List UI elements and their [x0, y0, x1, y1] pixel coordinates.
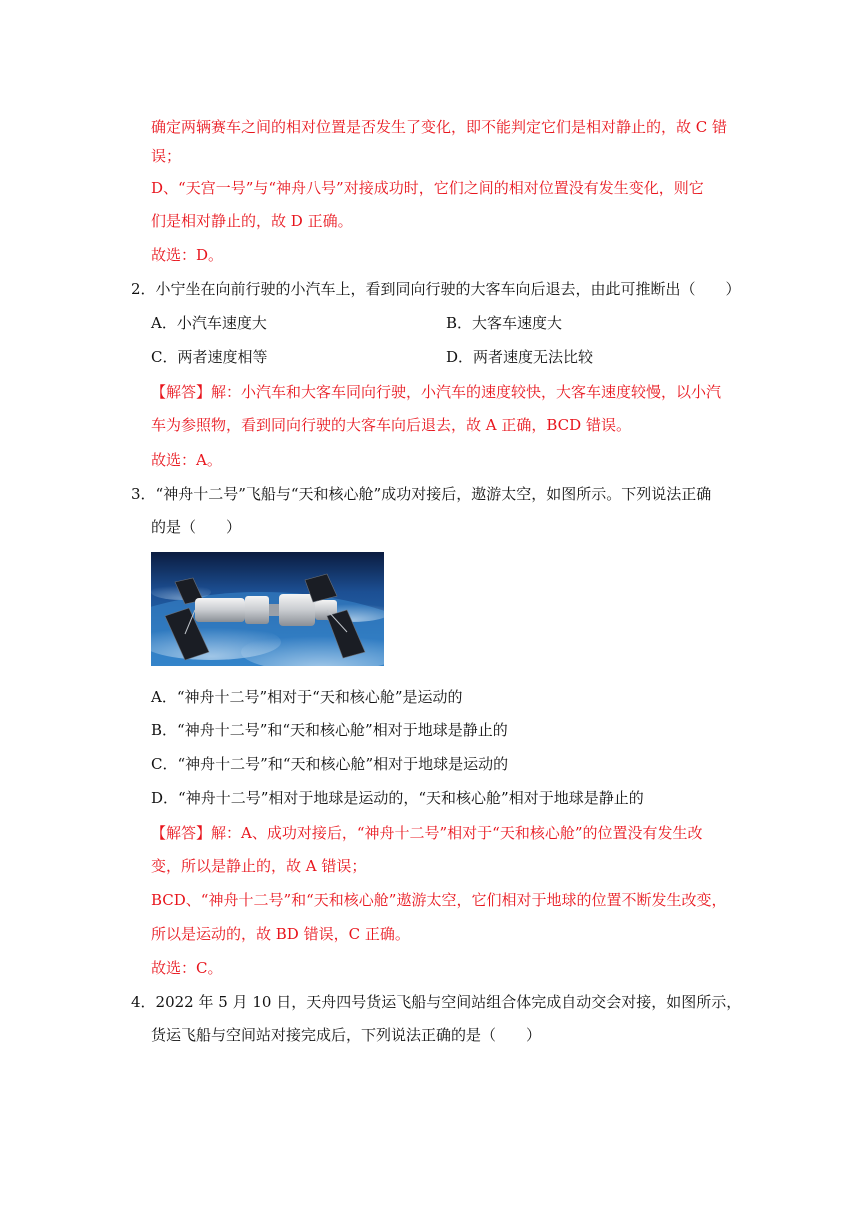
q4-stem-line-1: 4．2022 年 5 月 10 日，天舟四号货运飞船与空间站组合体完成自动交会对接，如图所示， [131, 993, 742, 1011]
q3-answer-line-3: BCD、“神舟十二号”和“天和核心舱”遨游太空，它们相对于地球的位置不断发生改变， [151, 891, 727, 909]
q2-stem: 2．小宁坐在向前行驶的小汽车上，看到同向行驶的大客车向后退去，由此可推断出（ ） [131, 280, 741, 298]
q3-answer-line-2: 变，所以是静止的，故 A 错误； [151, 857, 367, 875]
prev-answer-line-3: D、“天宫一号”与“神舟八号”对接成功时，它们之间的相对位置没有发生变化，则它 [151, 179, 704, 197]
q3-stem-line-1: 3．“神舟十二号”飞船与“天和核心舱”成功对接后，遨游太空，如图所示。下列说法正确 [131, 485, 712, 503]
q2-option-a: A．小汽车速度大 [151, 314, 267, 332]
q3-option-a: A．“神舟十二号”相对于“天和核心舱”是运动的 [151, 688, 463, 706]
q3-option-c: C．“神舟十二号”和“天和核心舱”相对于地球是运动的 [151, 755, 509, 773]
q2-option-d: D．两者速度无法比较 [446, 348, 594, 366]
q2-option-b: B．大客车速度大 [446, 314, 563, 332]
prev-answer-choice: 故选：D。 [151, 246, 224, 264]
q2-answer-line-2: 车为参照物，看到同向行驶的大客车向后退去，故 A 正确，BCD 错误。 [151, 416, 631, 434]
prev-answer-line-2: 误； [151, 147, 182, 165]
prev-answer-line-4: 们是相对静止的，故 D 正确。 [151, 212, 353, 230]
q2-choice: 故选：A。 [151, 451, 222, 469]
q2-answer-line-1: 【解答】解：小汽车和大客车同向行驶，小汽车的速度较快，大客车速度较慢，以小汽 [151, 383, 722, 401]
q3-choice: 故选：C。 [151, 959, 223, 977]
q3-option-d: D．“神舟十二号”相对于地球是运动的，“天和核心舱”相对于地球是静止的 [151, 789, 644, 807]
q3-answer-line-4: 所以是运动的，故 BD 错误，C 正确。 [151, 925, 410, 943]
spacecraft-over-earth-photo [151, 552, 384, 666]
prev-answer-line-1: 确定两辆赛车之间的相对位置是否发生了变化，即不能判定它们是相对静止的，故 C 错 [151, 118, 728, 136]
q3-option-b: B．“神舟十二号”和“天和核心舱”相对于地球是静止的 [151, 721, 508, 739]
q4-stem-line-2: 货运飞船与空间站对接完成后，下列说法正确的是（ ） [151, 1026, 542, 1044]
q3-stem-line-2: 的是（ ） [151, 518, 242, 536]
q3-answer-line-1: 【解答】解：A、成功对接后，“神舟十二号”相对于“天和核心舱”的位置没有发生改 [151, 824, 703, 842]
q2-option-c: C．两者速度相等 [151, 348, 268, 366]
